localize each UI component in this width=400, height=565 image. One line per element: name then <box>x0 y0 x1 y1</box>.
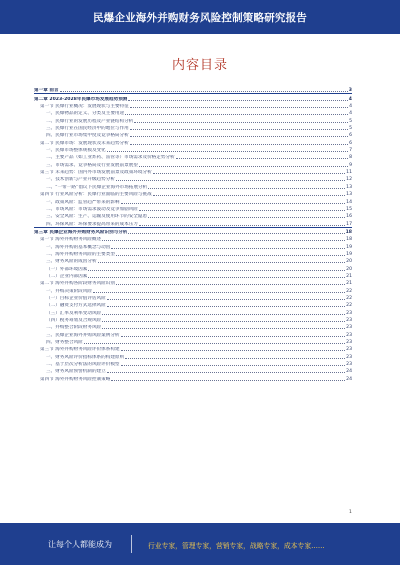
toc-entry-title: （二）企业内部因素 <box>46 273 88 279</box>
toc-leader-dots <box>134 122 348 123</box>
toc-leader-dots <box>125 358 345 359</box>
toc-entry-title: 三、市场需求、竞争格局及行业发展前景展望 <box>46 162 138 168</box>
toc-entry-page: 19 <box>346 251 352 257</box>
toc-entry-title: （四）税务筹划及合规风险 <box>46 318 102 323</box>
toc-heading: 内容目录 <box>171 58 228 73</box>
toc-entry-page: 22 <box>346 303 352 309</box>
toc-entry-title: 三、安全风险：生产、运输及使用环节的安全隐患 <box>46 214 148 220</box>
toc-entry-title: 第三节 海外并购财务风险评价体系构建 <box>40 347 120 353</box>
toc-entry-title: 一、技术创新与产业升级趋势分析 <box>46 177 115 183</box>
toc-entry[interactable] <box>34 330 352 337</box>
toc-leader-dots <box>121 350 346 351</box>
toc-leader-dots <box>116 284 345 285</box>
toc-entry[interactable] <box>34 227 352 235</box>
toc-entry-page: 13 <box>346 184 352 190</box>
toc-entry-title: 三、民爆行业在国民经济中的地位与作用 <box>46 126 129 132</box>
toc-leader-dots <box>116 255 345 256</box>
toc-entry-title: 第一节 民爆行业概况：发展现状与主要特征 <box>40 104 129 110</box>
toc-entry-title: 二、并购整合阶段财务风险 <box>46 325 102 331</box>
toc-entry[interactable] <box>34 345 352 352</box>
toc-leader-dots <box>93 292 345 293</box>
toc-leader-dots <box>102 321 345 322</box>
toc-entry-page: 20 <box>346 259 352 265</box>
toc-entry[interactable] <box>34 316 352 323</box>
toc-entry-title: 一、政策风险：监管趋严带来的影响 <box>46 199 120 205</box>
toc-entry[interactable] <box>34 131 352 138</box>
toc-entry-page: 6 <box>349 140 352 146</box>
toc-entry-title: 一、并购决策阶段风险 <box>46 288 92 294</box>
report-title: 民爆企业海外并购财务风险控制策略研究报告 <box>93 11 307 24</box>
toc-entry[interactable] <box>34 242 352 249</box>
toc-entry-title: （一）目标企业价值评估风险 <box>46 295 106 301</box>
toc-entry[interactable] <box>34 338 352 345</box>
toc-entry-title: 二、民爆行业的发展历程及产业链结构分析 <box>46 118 134 124</box>
toc-entry-title: 三、民爆企业海外并购风险案例分析 <box>46 332 120 338</box>
toc-entry-title: （一）外部环境因素 <box>46 266 88 272</box>
toc-entry-title: 第二节 民爆市场：发展现状及未来趋势分析 <box>40 140 129 146</box>
toc-entry[interactable] <box>34 323 352 330</box>
toc-entry-title: 三、财务风险预警机制的建立 <box>46 369 106 375</box>
toc-leader-dots <box>148 188 345 189</box>
toc-entry-page: 23 <box>346 332 352 338</box>
toc-leader-dots <box>107 299 345 300</box>
footer-slogan: 让每个人都能成为 <box>48 540 112 549</box>
toc-leader-dots <box>128 100 347 101</box>
toc-entry-title: 四、财务整合风险 <box>46 340 83 346</box>
toc-entry[interactable] <box>34 182 352 189</box>
toc-entry-title: 第一节 海外并购财务风险概述 <box>40 237 102 243</box>
toc-entry-page: 18 <box>345 229 352 235</box>
toc-entry-title: 二、“一带一路”倡议下民爆企业海外市场拓展分析 <box>46 184 148 190</box>
toc-entry[interactable] <box>34 160 352 167</box>
toc-leader-dots <box>125 114 348 115</box>
toc-entry[interactable] <box>34 124 352 131</box>
toc-leader-dots <box>139 166 348 167</box>
toc-entry-page: 6 <box>349 133 352 139</box>
toc-entry-title: 一、民爆市场整体规模及变化 <box>46 148 106 154</box>
toc-entry[interactable] <box>34 279 352 286</box>
toc-entry-title: 二、基于层次分析法的风险评价模型 <box>46 362 120 368</box>
toc-entry-title: 第三章 民爆企业海外并购财务风险识别与分析 <box>34 229 128 235</box>
toc-leader-dots <box>153 173 345 174</box>
toc-leader-dots <box>60 91 348 92</box>
footer-roles: 行业专家，管理专家，营销专家，战略专家，成本专家…… <box>148 542 325 550</box>
page-number: 1 <box>349 510 352 515</box>
toc-entry-title: 二、主要产品（如工业炸药、雷管等）市场需求及价格走势分析 <box>46 155 175 161</box>
toc-entry-page: 12 <box>346 177 352 183</box>
toc-leader-dots <box>128 233 344 234</box>
toc-entry[interactable] <box>34 367 352 374</box>
toc-entry[interactable] <box>34 197 352 204</box>
toc-entry-page: 17 <box>346 221 352 227</box>
toc-entry[interactable] <box>34 205 352 212</box>
toc-leader-dots <box>102 240 345 241</box>
toc-entry[interactable] <box>34 116 352 123</box>
toc-entry-page: 24 <box>346 369 352 375</box>
toc-leader-dots <box>148 217 345 218</box>
toc-entry-page: 24 <box>346 376 352 382</box>
toc-entry-page: 21 <box>346 273 352 279</box>
toc-entry[interactable] <box>34 168 352 175</box>
toc-entry-title: 第一章 前言 <box>34 88 59 94</box>
toc-entry[interactable] <box>34 308 352 315</box>
toc-entry[interactable] <box>34 109 352 116</box>
toc-entry[interactable] <box>34 153 352 160</box>
toc-entry-page: 3 <box>348 88 352 94</box>
toc-entry-title: 第二节 海外并购各阶段财务风险识别 <box>40 281 115 287</box>
toc-entry-title: 四、民爆行业市场集中度及竞争格局分析 <box>46 133 129 139</box>
toc-entry[interactable] <box>34 190 352 197</box>
toc-entry-page: 23 <box>346 340 352 346</box>
toc-leader-dots <box>98 262 346 263</box>
toc-entry[interactable] <box>34 264 352 271</box>
toc-leader-dots <box>130 129 348 130</box>
toc-entry-page: 11 <box>346 170 352 176</box>
toc-leader-dots <box>116 180 345 181</box>
toc-entry-page: 22 <box>346 295 352 301</box>
toc-entry[interactable] <box>34 212 352 219</box>
toc-leader-dots <box>130 136 348 137</box>
header-banner <box>0 0 400 34</box>
toc-entry-page: 9 <box>349 162 352 168</box>
toc-leader-dots <box>121 336 346 337</box>
table-of-contents <box>34 86 352 382</box>
toc-leader-dots <box>107 306 345 307</box>
toc-entry[interactable] <box>34 360 352 367</box>
toc-entry-page: 23 <box>346 325 352 331</box>
footer-banner <box>0 523 400 565</box>
toc-entry-title: 一、海外并购的基本概念与动因 <box>46 244 111 250</box>
toc-entry-page: 4 <box>349 104 352 110</box>
toc-entry-page: 4 <box>348 96 352 102</box>
toc-entry[interactable] <box>34 235 352 242</box>
toc-entry[interactable] <box>34 86 352 93</box>
toc-entry-page: 4 <box>349 111 352 117</box>
toc-entry-title: 第四节 行业风险分析：民爆行业面临的主要风险与挑战 <box>40 192 152 198</box>
toc-entry[interactable] <box>34 146 352 153</box>
toc-entry-title: 一、民爆物品的定义、分类及主要用途 <box>46 111 125 117</box>
toc-entry[interactable] <box>34 138 352 145</box>
toc-entry-title: （二）融资支付方式选择风险 <box>46 303 106 309</box>
toc-entry[interactable] <box>34 352 352 359</box>
toc-leader-dots <box>111 248 345 249</box>
toc-entry-page: 13 <box>346 192 352 198</box>
toc-entry-title: 二、市场风险：市场需求波动及竞争加剧风险 <box>46 206 138 212</box>
toc-entry-page: 8 <box>349 155 352 161</box>
toc-entry-page: 15 <box>346 206 352 212</box>
toc-entry[interactable] <box>34 272 352 279</box>
toc-entry[interactable] <box>34 257 352 264</box>
toc-leader-dots <box>121 203 346 204</box>
toc-entry-page: 23 <box>346 362 352 368</box>
toc-entry-page: 5 <box>349 126 352 132</box>
toc-entry-title: 第二章 2023-2028年民爆市场发展趋势预测 <box>34 96 128 102</box>
toc-leader-dots <box>111 380 345 381</box>
toc-entry-page: 20 <box>346 266 352 272</box>
toc-leader-dots <box>130 107 348 108</box>
toc-entry[interactable] <box>34 102 352 109</box>
toc-entry-page: 7 <box>349 148 352 154</box>
toc-entry-title: 三、财务风险的成因分析 <box>46 259 97 265</box>
toc-entry-page: 14 <box>346 199 352 205</box>
toc-leader-dots <box>88 270 345 271</box>
toc-leader-dots <box>130 144 348 145</box>
toc-entry[interactable] <box>34 294 352 301</box>
toc-entry-page: 23 <box>346 310 352 316</box>
toc-entry[interactable] <box>34 93 352 101</box>
toc-leader-dots <box>139 225 345 226</box>
toc-entry-page: 22 <box>346 288 352 294</box>
toc-entry-page: 23 <box>346 318 352 323</box>
toc-entry[interactable] <box>34 374 352 381</box>
toc-entry[interactable] <box>34 250 352 257</box>
toc-leader-dots <box>102 328 345 329</box>
toc-entry[interactable] <box>34 286 352 293</box>
toc-entry-page: 23 <box>346 354 352 360</box>
toc-leader-dots <box>88 277 345 278</box>
toc-entry[interactable] <box>34 175 352 182</box>
toc-entry-page: 5 <box>349 118 352 124</box>
toc-entry[interactable] <box>34 301 352 308</box>
toc-leader-dots <box>84 343 345 344</box>
toc-entry[interactable] <box>34 219 352 226</box>
toc-leader-dots <box>121 365 346 366</box>
toc-leader-dots <box>139 210 345 211</box>
toc-entry-title: 第三节 未来趋势：国内外市场发展前景及政策环境分析 <box>40 170 152 176</box>
toc-entry-title: 四、环保风险：环保要求提高带来的成本压力 <box>46 221 138 227</box>
toc-entry-title: （三）汇率及利率变动风险 <box>46 310 102 316</box>
footer-divider <box>131 535 132 553</box>
toc-entry-title: 一、财务风险评价指标体系的构建原则 <box>46 354 125 360</box>
toc-entry-page: 16 <box>346 214 352 220</box>
toc-entry-page: 21 <box>346 281 352 287</box>
toc-leader-dots <box>107 372 345 373</box>
toc-leader-dots <box>153 195 345 196</box>
toc-entry-page: 19 <box>346 244 352 250</box>
toc-entry-title: 二、海外并购财务风险的主要类型 <box>46 251 115 257</box>
toc-leader-dots <box>107 151 348 152</box>
toc-entry-title: 第四节 海外并购财务风险控制策略 <box>40 376 111 382</box>
toc-entry-page: 23 <box>346 347 352 353</box>
toc-leader-dots <box>102 314 345 315</box>
toc-entry-page: 18 <box>346 237 352 243</box>
toc-leader-dots <box>176 158 348 159</box>
